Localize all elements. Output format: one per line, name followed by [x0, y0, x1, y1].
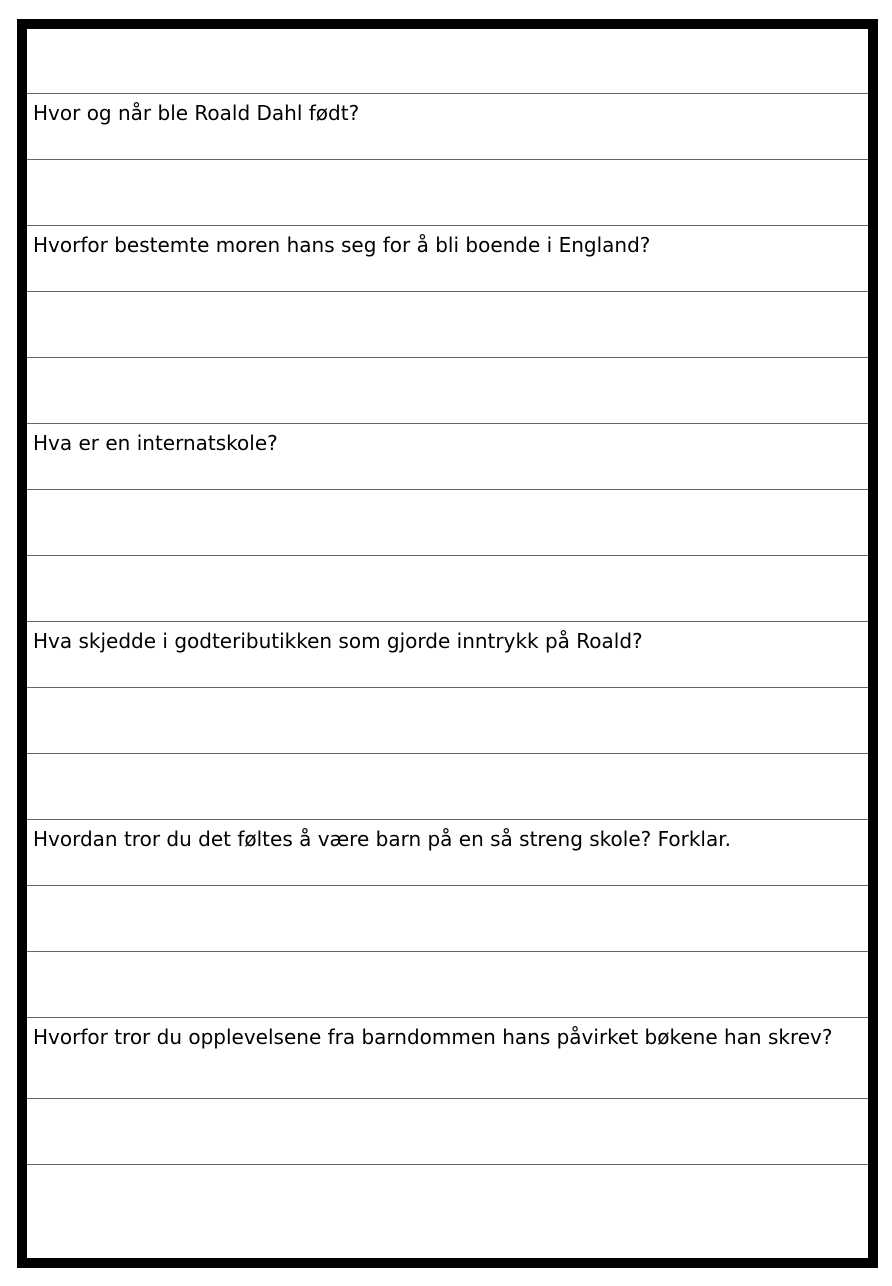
- answer-line: [27, 754, 868, 820]
- question-6: Hvorfor tror du opplevelsene fra barndommen hans påvirket bøkene han skrev?: [27, 1018, 868, 1099]
- answer-line: [27, 952, 868, 1018]
- answer-line: [27, 292, 868, 358]
- answer-line: [27, 886, 868, 952]
- answer-line: [27, 490, 868, 556]
- question-1: Hvor og når ble Roald Dahl født?: [27, 94, 868, 160]
- answer-line: [27, 1099, 868, 1165]
- answer-line: [27, 160, 868, 226]
- answer-line: [27, 688, 868, 754]
- answer-line: [27, 358, 868, 424]
- question-5: Hvordan tror du det føltes å være barn på en så streng skole? Forklar.: [27, 820, 868, 886]
- worksheet-frame: [17, 19, 878, 1268]
- question-2: Hvorfor bestemte moren hans seg for å bli boende i England?: [27, 226, 868, 292]
- answer-line: [27, 1165, 868, 1258]
- question-3: Hva er en internatskole?: [27, 424, 868, 490]
- answer-line: [27, 29, 868, 94]
- question-4: Hva skjedde i godteributikken som gjorde inntrykk på Roald?: [27, 622, 868, 688]
- answer-line: [27, 556, 868, 622]
